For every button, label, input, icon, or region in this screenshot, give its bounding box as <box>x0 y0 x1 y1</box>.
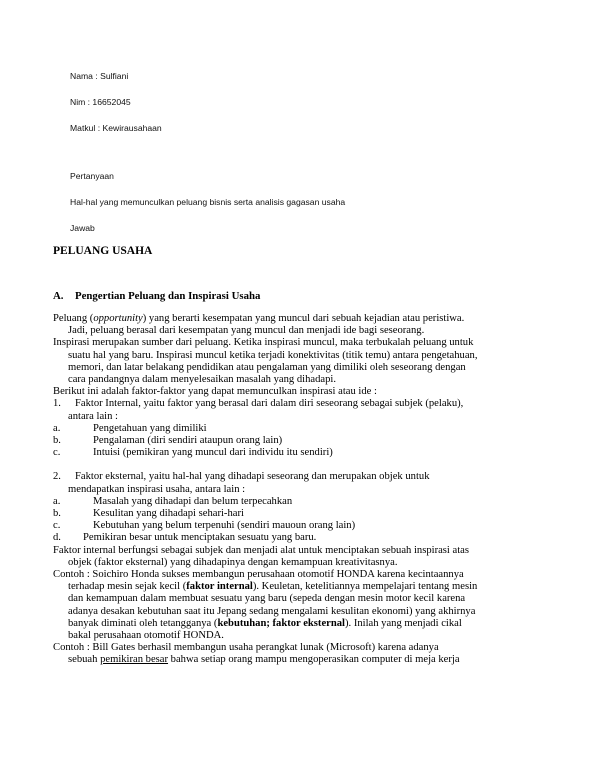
section-a-heading <box>53 290 260 302</box>
example-1-line: terhadap mesin sejak kecil (faktor internal). Keuletan, ketelitiannya mempelajari tentang mesin <box>68 581 478 593</box>
answer-label: Jawab <box>70 223 95 233</box>
factor-2-line: 2. Faktor eksternal, yaitu hal-hal yang dihadapi seseorang dan merupakan objek untuk <box>53 471 430 483</box>
underlined-term: pemikiran besar <box>100 654 169 666</box>
factor-1-line: antara lain : <box>68 410 118 422</box>
example-2-line: sebuah pemikiran besar bahwa setiap orang mampu mengoperasikan computer di meja kerja <box>68 654 460 666</box>
question-label: Pertanyaan <box>70 171 114 181</box>
paragraph-line: Jadi, peluang berasal dari kesempatan yang muncul dan menjadi ide bagi seseorang. <box>68 325 425 337</box>
example-1-line: bakal perusahaan otomotif HONDA. <box>68 629 224 641</box>
list-item: b. Kesulitan yang dihadapi sehari-hari <box>53 508 244 519</box>
paragraph-line: memori, dan latar belakang pendidikan atau pengalaman yang dimiliki oleh seseorang dengan <box>68 361 466 373</box>
student-id: Nim : 16652045 <box>70 97 131 107</box>
italic-term: opportunity <box>93 313 143 324</box>
section-a-marker: A. <box>53 290 64 302</box>
paragraph-line: Faktor internal berfungsi sebagai subjek dan menjadi alat untuk menciptakan sebuah inspirasi atas <box>53 544 469 556</box>
example-1-line: dan kemampuan dalam membuat sesuatu yang baru (sepeda dengan mesin motor kecil karena <box>68 593 466 605</box>
list-item: d. Pemikiran besar untuk menciptakan sesuatu yang baru. <box>53 532 317 544</box>
example-1-line: banyak diminati oleh tetangganya (kebutuhan; faktor eksternal). Inilah yang menjadi cikal <box>68 617 462 629</box>
section-a-title: Pengertian Peluang dan Inspirasi Usaha <box>75 290 261 302</box>
bold-term: kebutuhan; faktor eksternal <box>217 617 345 629</box>
factor-2-line: mendapatkan inspirasi usaha, antara lain : <box>68 483 246 495</box>
student-name: Nama : Sulfiani <box>70 71 129 81</box>
example-1-line: adanya desakan kebutuhan saat itu Jepang sedang mengalami kesulitan ekonomi) yang akhirnya <box>68 605 476 617</box>
example-2-line: Contoh : Bill Gates berhasil membangun usaha perangkat lunak (Microsoft) karena adanya <box>53 642 439 654</box>
list-item: a. Pengetahuan yang dimiliki <box>53 422 207 434</box>
list-item: c. Intuisi (pemikiran yang muncul dari individu itu sendiri) <box>53 447 333 459</box>
question-text: Hal-hal yang memunculkan peluang bisnis serta analisis gagasan usaha <box>70 197 346 207</box>
paragraph-line: suatu hal yang baru. Inspirasi muncul ketika terjadi konektivitas (titik temu) antara pengetahuan, <box>68 349 478 361</box>
course-name: Matkul : Kewirausahaan <box>70 123 162 133</box>
factor-1-line: 1. Faktor Internal, yaitu faktor yang berasal dari dalam diri seseorang sebagai subjek (pelaku), <box>53 398 464 410</box>
example-1-line: Contoh : Soichiro Honda sukses membangun perusahaan otomotif HONDA karena kecintaannya <box>53 568 464 580</box>
document-body <box>53 313 573 666</box>
paragraph-line: Berikut ini adalah faktor-faktor yang dapat memunculkan inspirasi atau ide : <box>53 386 377 398</box>
list-item: c. Kebutuhan yang belum terpenuhi (sendiri mauoun orang lain) <box>53 520 356 532</box>
list-item: b. Pengalaman (diri sendiri ataupun orang lain) <box>53 434 283 446</box>
list-item: a. Masalah yang dihadapi dan belum terpecahkan <box>53 495 293 507</box>
paragraph-line: Peluang (opportunity) yang berarti kesempatan yang muncul dari sebuah kejadian atau peristiwa. <box>53 313 465 324</box>
document-title: PELUANG USAHA <box>53 245 153 257</box>
paragraph-line: objek (faktor eksternal) yang dihadapinya dengan kemampuan kreativitasnya. <box>68 556 398 568</box>
paragraph-line: cara pandangnya dalam menyelesaikan masalah yang dihadapi. <box>68 373 336 385</box>
paragraph-line: Inspirasi merupakan sumber dari peluang. Ketika inspirasi muncul, maka terbukalah peluang untuk <box>53 337 474 349</box>
bold-term: faktor internal <box>186 581 253 593</box>
